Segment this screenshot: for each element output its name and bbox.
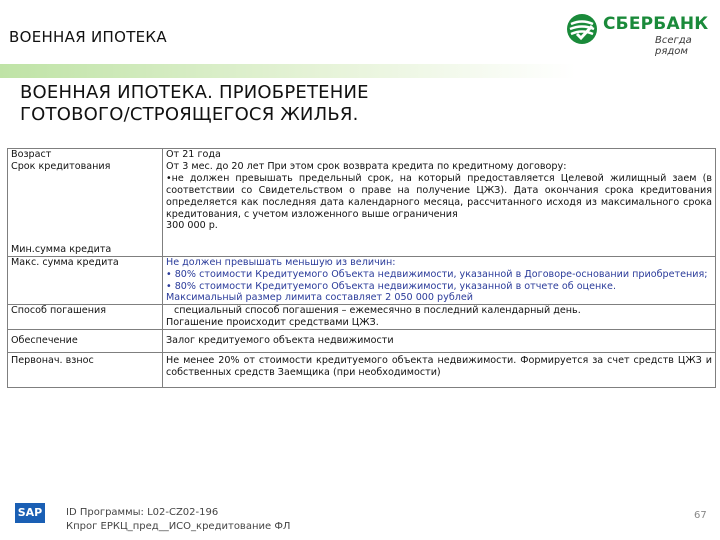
table-label-cell	[8, 149, 163, 257]
conditions-table	[7, 148, 716, 388]
table-label-cell	[8, 256, 163, 305]
sap-logo: SAP	[15, 503, 45, 523]
value-max-amount-bullet-2: • 80% стоимости Кредитуемого Объекта недвижимости, указанной в отчете об оценке.	[166, 280, 617, 292]
value-collateral: Залог кредитуемого объекта недвижимости	[163, 330, 716, 353]
value-down-payment: Не менее 20% от стоимости кредитуемого объекта недвижимости. Формируется за счет средств ЦЖЗ и собственных средств Заемщика (при необходимости)	[163, 353, 716, 388]
logo-name: СБЕРБАНК	[603, 14, 709, 34]
table-row	[8, 330, 716, 353]
value-max-amount-intro: Не должен превышать меньшую из величин:	[166, 256, 396, 268]
slide-title-line-2: ГОТОВОГО/СТРОЯЩЕГОСЯ ЖИЛЬЯ.	[20, 104, 359, 125]
value-age: От 21 года	[166, 149, 221, 160]
logo-tagline: Всегда рядом	[655, 35, 692, 57]
value-repayment-note: Погашение происходит средствами ЦЖЗ.	[166, 317, 379, 329]
table-value-cell	[163, 149, 716, 257]
sberbank-logo	[563, 10, 718, 57]
label-down-payment: Первонач. взнос	[8, 353, 163, 388]
label-term: Срок кредитования	[11, 160, 111, 172]
table-value-cell	[163, 305, 716, 330]
page-number: 67	[694, 510, 707, 521]
table-row	[8, 353, 716, 388]
table-row	[8, 256, 716, 305]
value-max-limit: Максимальный размер лимита составляет 2 050 000 рублей	[166, 292, 474, 304]
table-value-cell	[163, 256, 716, 305]
label-collateral: Обеспечение	[8, 330, 163, 353]
value-term: От 3 мес. до 20 лет При этом срок возврата кредита по кредитному договору:	[166, 160, 567, 172]
footer-program-id: ID Программы: L02-CZ02-196	[66, 507, 219, 518]
label-max-amount: Макс. сумма кредита	[11, 256, 119, 268]
label-repayment: Способ погашения	[11, 305, 106, 317]
footer-note	[66, 506, 290, 534]
footer-program-code: Кпрог ЕРКЦ_пред__ИСО_кредитование ФЛ	[66, 521, 291, 532]
header-title: ВОЕННАЯ ИПОТЕКА	[9, 28, 167, 46]
value-repayment: специальный способ погашения – ежемесячно в последний календарный день.	[174, 305, 581, 317]
table-row	[8, 305, 716, 330]
table-label-cell	[8, 305, 163, 330]
spacer	[11, 173, 159, 244]
slide-title-line-1: ВОЕННАЯ ИПОТЕКА. ПРИОБРЕТЕНИЕ	[20, 82, 369, 103]
table-row	[8, 149, 716, 257]
label-age: Возраст	[11, 149, 52, 160]
value-min-amount: 300 000 р.	[166, 220, 218, 232]
slide-title	[20, 82, 620, 126]
value-max-amount-bullet-1: • 80% стоимости Кредитуемого Объекта недвижимости, указанной в Договоре-основании приобретения;	[166, 268, 708, 280]
sberbank-logo-icon	[565, 12, 599, 46]
label-min-amount: Мин.сумма кредита	[11, 243, 112, 255]
value-term-note: •не должен превышать предельный срок, на который предоставляется Целевой жилищный заем (в соответствии со Свидетельством о праве на получение ЦЖЗ). Дата окончания срока кредитования определяется как последняя дата календарного месяца, рассчитанного исходя из максимального срока кредитования, с учетом изложенного выше ограничения	[166, 172, 712, 220]
header-stripe	[0, 64, 720, 78]
